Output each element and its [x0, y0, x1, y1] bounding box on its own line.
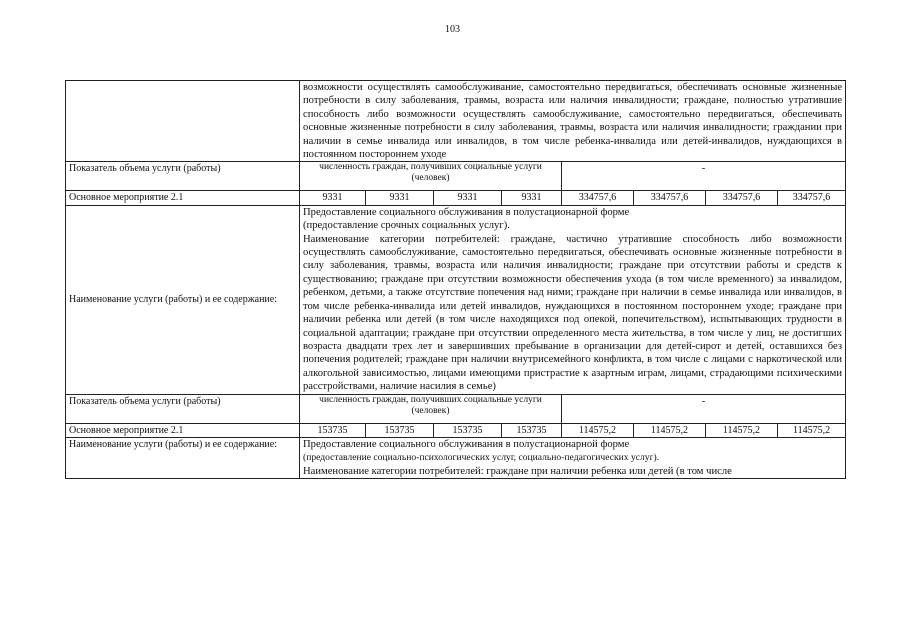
- cost-value: 114575,2: [778, 423, 846, 437]
- service-row: [66, 437, 846, 478]
- cost-value: 114575,2: [634, 423, 706, 437]
- volume-value: 9331: [300, 191, 366, 205]
- volume-indicator-name: численность граждан, получивших социальные услуги (человек): [300, 394, 562, 423]
- service-content: [300, 205, 846, 394]
- cost-value: 334757,6: [562, 191, 634, 205]
- consumer-category-continuation: возможности осуществлять самообслуживание, самостоятельно передвигаться, обеспечивать основные жизненные потребности в силу заболевания, травмы, возраста или наличия инвалидности; граждане, полностью утратившие способность либо возможности осуществлять самообслуживание, самостоятельно передвигаться, обеспечивать основные жизненные потребности в силу заболевания, травмы, возраста или наличия инвалидности; граждании при наличии в семье инвалида или инвалидов, в том числе ребенка-инвалида или детей-инвалидов, нуждающихся в постоянном постороннем уходе: [300, 81, 846, 162]
- empty-label-cell: [66, 81, 300, 162]
- service-content: [300, 437, 846, 478]
- volume-indicator-label: Показатель объема услуги (работы): [66, 394, 300, 423]
- cost-value: 334757,6: [778, 191, 846, 205]
- volume-value: 9331: [502, 191, 562, 205]
- service-subtitle: (предоставление срочных социальных услуг).: [303, 220, 510, 232]
- volume-indicator-dash: -: [562, 394, 846, 423]
- volume-value: 153735: [300, 423, 366, 437]
- consumer-category-text: Наименование категории потребителей: граждане при наличии ребенка или детей (в том числе: [303, 465, 732, 477]
- volume-value: 9331: [434, 191, 502, 205]
- main-activity-row: [66, 423, 846, 437]
- service-row: [66, 205, 846, 394]
- volume-indicator-row: [66, 394, 846, 423]
- main-activity-row: [66, 191, 846, 205]
- service-title: Предоставление социального обслуживания в полустационарной форме: [303, 206, 630, 218]
- service-title: Предоставление социального обслуживания в полустационарной форме: [303, 438, 630, 450]
- volume-value: 153735: [366, 423, 434, 437]
- continuation-row: [66, 81, 846, 162]
- cost-value: 334757,6: [706, 191, 778, 205]
- volume-indicator-row: [66, 162, 846, 191]
- page-number: 103: [445, 24, 460, 35]
- volume-value: 153735: [502, 423, 562, 437]
- volume-indicator-label: Показатель объема услуги (работы): [66, 162, 300, 191]
- volume-value: 153735: [434, 423, 502, 437]
- main-activity-label: Основное мероприятие 2.1: [66, 191, 300, 205]
- volume-indicator-name: численность граждан, получивших социальные услуги (человек): [300, 162, 562, 191]
- service-subtitle: (предоставление социально-психологических услуг, социально-педагогических услуг).: [303, 452, 660, 464]
- service-label: Наименование услуги (работы) и ее содержание:: [66, 437, 300, 478]
- consumer-category-text: Наименование категории потребителей: граждане, частично утратившие способность либо возможности осуществлять самообслуживание, самостоятельно передвигаться, обеспечивать основные жизненные потребности в силу заболевания, травмы, возраста или наличия инвалидности; граждане при отсутствии работы и средств к существованию; граждане при отсутствии возможности обеспечения ухода (в том числе временного) за инвалидом, ребенком, детьми, а также отсутствие попечения над ними; граждане при наличии в семье инвалида или инвалидов, в том числе ребенка-инвалида или детей инвалидов, нуждающихся в постоянном постороннем уходе; граждане при наличии ребенка или детей (в том числе находящихся под опекой, попечительством), испытывающих трудности в социальной адаптации; граждане при отсутствии определенного места жительства, в том числе у лиц, не достигших возраста двадцати трех лет и завершивших пребывание в организации для детей-сирот и детей, оставшихся без попечения родителей; граждане при наличии внутрисемейного конфликта, в том числе с лицами с наркотической или алкогольной зависимостью, лицами имеющими пристрастие к азартным играм, лицами, страдающими психическими расстройствами, наличие насилия в семье): [303, 233, 843, 393]
- cost-value: 334757,6: [634, 191, 706, 205]
- volume-indicator-dash: -: [562, 162, 846, 191]
- service-label: Наименование услуги (работы) и ее содержание:: [66, 205, 300, 394]
- main-activity-label: Основное мероприятие 2.1: [66, 423, 300, 437]
- state-task-table: [65, 80, 846, 479]
- cost-value: 114575,2: [562, 423, 634, 437]
- cost-value: 114575,2: [706, 423, 778, 437]
- volume-value: 9331: [366, 191, 434, 205]
